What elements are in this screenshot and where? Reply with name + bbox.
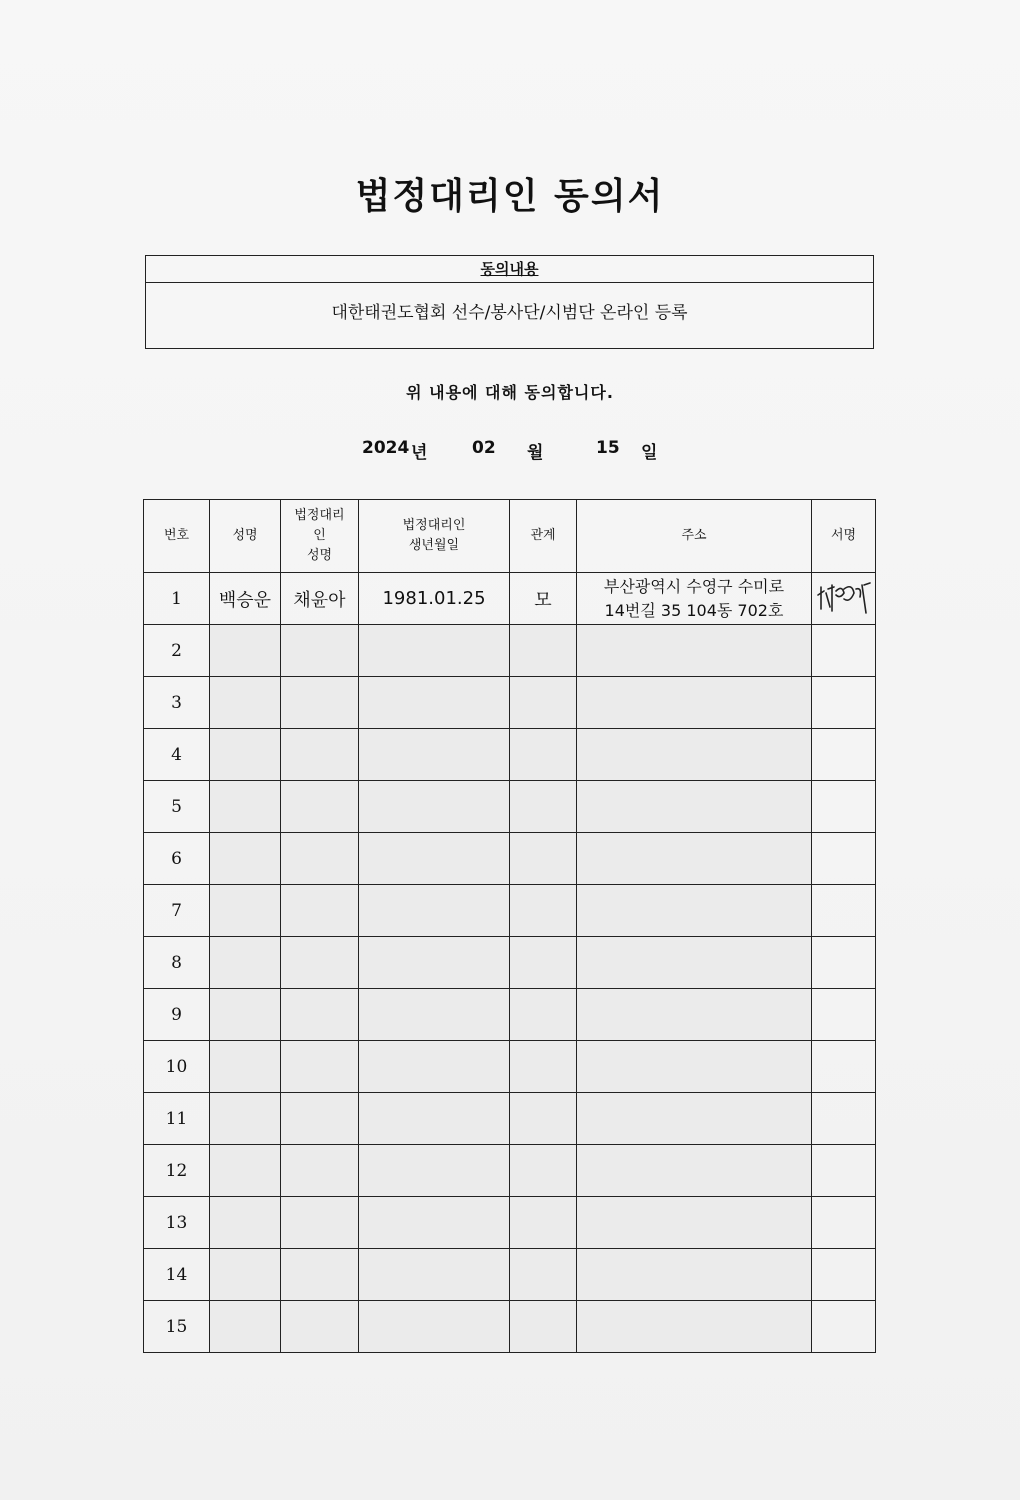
row-relation — [510, 1145, 577, 1197]
row-signature — [812, 1301, 876, 1353]
table-header-row — [144, 500, 876, 573]
row-name — [210, 625, 281, 677]
consent-date — [0, 438, 1020, 462]
row-number: 2 — [144, 625, 210, 677]
row-guardian-birth — [359, 781, 510, 833]
row-address — [577, 1249, 812, 1301]
row-name: 백승운 — [210, 573, 281, 625]
row-number: 14 — [144, 1249, 210, 1301]
row-guardian-name — [281, 1145, 359, 1197]
date-year: 2024 — [362, 438, 410, 458]
table-row — [144, 1197, 876, 1249]
row-address — [577, 677, 812, 729]
table-row — [144, 1093, 876, 1145]
row-guardian-birth — [359, 1301, 510, 1353]
row-relation — [510, 833, 577, 885]
row-name — [210, 1301, 281, 1353]
row-number: 12 — [144, 1145, 210, 1197]
row-name — [210, 1093, 281, 1145]
row-number: 7 — [144, 885, 210, 937]
row-guardian-birth — [359, 1041, 510, 1093]
header-signature: 서명 — [812, 500, 876, 573]
row-address — [577, 625, 812, 677]
table-row — [144, 1249, 876, 1301]
row-guardian-birth — [359, 989, 510, 1041]
row-address — [577, 1197, 812, 1249]
row-guardian-name — [281, 1301, 359, 1353]
document-title: 법정대리인 동의서 — [355, 176, 665, 217]
row-guardian-name — [281, 1249, 359, 1301]
row-guardian-name — [281, 1093, 359, 1145]
row-name — [210, 989, 281, 1041]
row-number: 11 — [144, 1093, 210, 1145]
row-relation: 모 — [510, 573, 577, 625]
row-signature — [812, 1197, 876, 1249]
row-guardian-birth — [359, 1093, 510, 1145]
header-guardian-birth-line1: 법정대리인 — [402, 518, 466, 533]
row-number: 13 — [144, 1197, 210, 1249]
row-number: 4 — [144, 729, 210, 781]
row-address — [577, 781, 812, 833]
guardian-table — [143, 499, 876, 1353]
row-address — [577, 729, 812, 781]
row-name — [210, 1041, 281, 1093]
header-name: 성명 — [210, 500, 281, 573]
table-row — [144, 1041, 876, 1093]
row-number: 1 — [144, 573, 210, 625]
row-relation — [510, 1197, 577, 1249]
row-guardian-birth — [359, 1197, 510, 1249]
row-guardian-birth — [359, 1145, 510, 1197]
row-guardian-birth — [359, 1249, 510, 1301]
row-guardian-birth — [359, 677, 510, 729]
row-relation — [510, 989, 577, 1041]
row-relation — [510, 729, 577, 781]
row-signature — [812, 1093, 876, 1145]
table-row — [144, 989, 876, 1041]
row-name — [210, 1197, 281, 1249]
table-row — [144, 1301, 876, 1353]
row-name — [210, 833, 281, 885]
row-relation — [510, 1041, 577, 1093]
row-name — [210, 885, 281, 937]
row-number: 5 — [144, 781, 210, 833]
row-number: 15 — [144, 1301, 210, 1353]
row-relation — [510, 677, 577, 729]
row-relation — [510, 1093, 577, 1145]
row-signature — [812, 677, 876, 729]
row-signature — [812, 729, 876, 781]
row-guardian-name: 채윤아 — [281, 573, 359, 625]
consent-header-label: 동의내용 — [480, 260, 539, 278]
row-guardian-name — [281, 677, 359, 729]
row-address — [577, 989, 812, 1041]
header-number: 번호 — [144, 500, 210, 573]
date-year-unit: 년 — [411, 443, 428, 463]
row-guardian-name — [281, 989, 359, 1041]
table-row — [144, 833, 876, 885]
row-address — [577, 937, 812, 989]
row-address — [577, 885, 812, 937]
consent-header — [146, 256, 873, 283]
consent-box — [145, 255, 874, 349]
row-signature — [812, 1145, 876, 1197]
header-address: 주소 — [577, 500, 812, 573]
row-number: 10 — [144, 1041, 210, 1093]
row-address — [577, 1145, 812, 1197]
row-name — [210, 781, 281, 833]
table-row — [144, 625, 876, 677]
row-relation — [510, 781, 577, 833]
header-guardian-name-line2: 인 — [313, 528, 326, 543]
row-guardian-name — [281, 1041, 359, 1093]
row-name — [210, 677, 281, 729]
row-name — [210, 1145, 281, 1197]
row-signature — [812, 625, 876, 677]
row-name — [210, 1249, 281, 1301]
row-relation — [510, 1249, 577, 1301]
table-row — [144, 1145, 876, 1197]
consent-content: 대한태권도협회 선수/봉사단/시범단 온라인 등록 — [331, 303, 688, 323]
row-address — [577, 1041, 812, 1093]
row-guardian-birth — [359, 833, 510, 885]
header-guardian-birth-line2: 생년월일 — [408, 538, 460, 553]
row-address-line1: 부산광역시 수영구 수미로 — [603, 576, 785, 596]
table-row — [144, 677, 876, 729]
date-month-unit: 월 — [527, 443, 544, 463]
date-month: 02 — [472, 438, 496, 458]
row-guardian-birth: 1981.01.25 — [359, 573, 510, 625]
row-relation — [510, 1301, 577, 1353]
table-row — [144, 573, 876, 625]
row-guardian-name — [281, 1197, 359, 1249]
row-relation — [510, 625, 577, 677]
row-guardian-name — [281, 937, 359, 989]
row-signature — [812, 885, 876, 937]
row-signature — [812, 833, 876, 885]
row-relation — [510, 885, 577, 937]
row-address — [577, 573, 812, 625]
row-guardian-birth — [359, 885, 510, 937]
header-guardian-birth — [359, 500, 510, 573]
row-guardian-name — [281, 781, 359, 833]
header-guardian-name-line1: 법정대리 — [294, 508, 345, 523]
row-guardian-name — [281, 885, 359, 937]
row-guardian-name — [281, 833, 359, 885]
row-name — [210, 937, 281, 989]
table-row — [144, 729, 876, 781]
row-relation — [510, 937, 577, 989]
row-address — [577, 1301, 812, 1353]
row-name — [210, 729, 281, 781]
header-guardian-name — [281, 500, 359, 573]
row-number: 6 — [144, 833, 210, 885]
table-row — [144, 937, 876, 989]
header-guardian-name-line3: 성명 — [306, 548, 333, 563]
date-day: 15 — [596, 438, 620, 458]
row-address-line2: 14번길 35 104동 702호 — [604, 600, 784, 620]
row-guardian-birth — [359, 937, 510, 989]
table-row — [144, 781, 876, 833]
row-number: 9 — [144, 989, 210, 1041]
row-signature — [812, 989, 876, 1041]
row-number: 8 — [144, 937, 210, 989]
row-signature — [812, 1249, 876, 1301]
header-relation: 관계 — [510, 500, 577, 573]
row-guardian-name — [281, 729, 359, 781]
row-guardian-birth — [359, 625, 510, 677]
row-signature — [812, 1041, 876, 1093]
row-guardian-name — [281, 625, 359, 677]
row-number: 3 — [144, 677, 210, 729]
row-signature — [812, 781, 876, 833]
row-address — [577, 1093, 812, 1145]
row-signature — [812, 937, 876, 989]
row-guardian-birth — [359, 729, 510, 781]
table-row — [144, 885, 876, 937]
agreement-statement: 위 내용에 대해 동의합니다. — [406, 383, 614, 402]
handwritten-signature — [814, 579, 874, 619]
row-signature — [812, 573, 876, 625]
row-address — [577, 833, 812, 885]
date-day-unit: 일 — [641, 443, 658, 463]
